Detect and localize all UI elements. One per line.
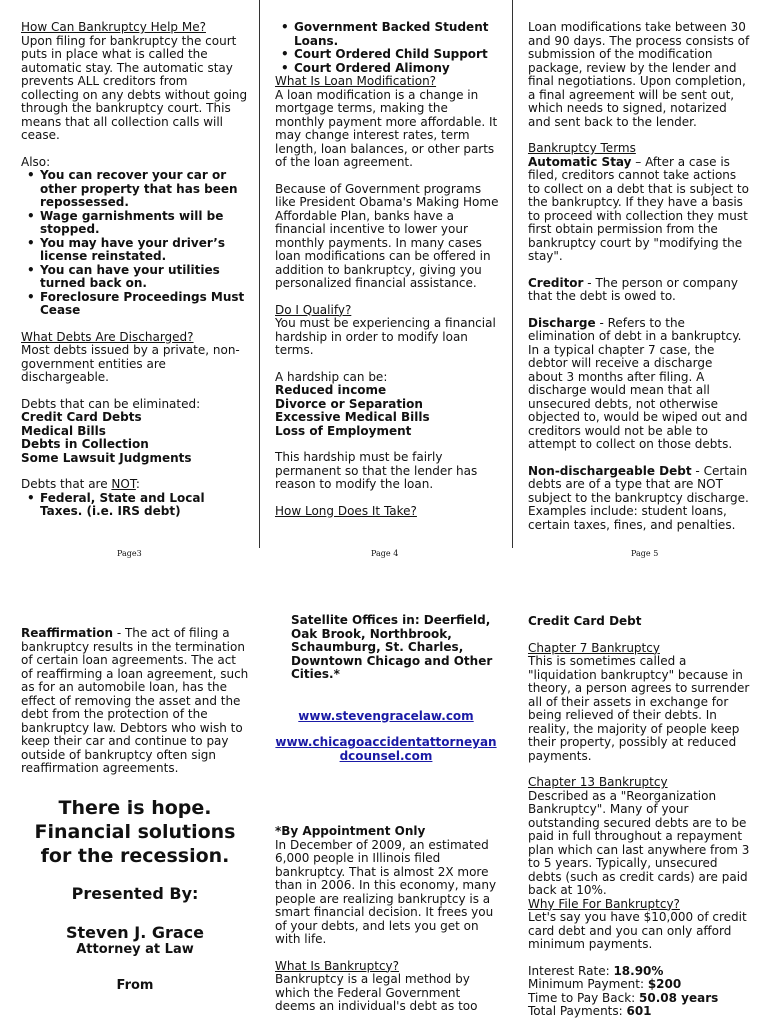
stat-label: Total Payments: (528, 1004, 627, 1018)
stat-row (528, 978, 750, 992)
stat-label: Interest Rate: (528, 963, 614, 978)
paragraph: Most debts issued by a private, non-government entities are dischargeable. (21, 343, 240, 384)
not-dischargeable-list-cont (275, 21, 501, 75)
paragraph: You must be experiencing a financial hardship in order to modify loan terms. (275, 316, 496, 357)
stat-label: Time to Pay Back: (528, 990, 639, 1005)
term-separator: - (583, 275, 596, 290)
list-item: • You can recover your car or other property that has been repossessed. (21, 169, 249, 210)
page-3-panel (21, 21, 249, 519)
definition: The person or company that the debt is owed to. (528, 275, 738, 303)
list-item: • You may have your driver’s license reinstated. (21, 237, 249, 264)
term-definition (21, 627, 249, 776)
stat-label: Minimum Payment: (528, 977, 648, 991)
term-separator: – (631, 154, 646, 169)
debt-item: Some Lawsuit Judgments (21, 450, 192, 465)
back-panel-1 (21, 627, 249, 994)
hardship-item: Excessive Medical Bills (275, 410, 430, 424)
paragraph: Let's say you have $10,000 of credit card debt and you can only afford minimum payments. (528, 910, 747, 951)
section-heading: Do I Qualify? (275, 302, 352, 317)
list-item: • Wage garnishments will be stopped. (21, 210, 249, 237)
list-item: • Government Backed Student Loans. (275, 21, 501, 48)
text-fragment: NOT (111, 477, 136, 491)
section-heading: What Is Loan Modification? (275, 74, 437, 88)
panel-title: Credit Card Debt (528, 614, 642, 628)
attorney-title: Attorney at Law (76, 941, 194, 957)
column-divider-2 (512, 0, 513, 548)
paragraph: This is sometimes called a "liquidation bankruptcy" because in theory, a person agrees to surrender all of their assets in exchange for being relieved of their debts. In reality, the majority of people keep their property, possibly at reduced payments. (528, 654, 750, 763)
website-link[interactable]: www.stevengracelaw.com (298, 708, 474, 723)
tagline: There is hope. Financial solutions for the recession. (34, 796, 236, 867)
section-heading: How Long Does It Take? (275, 503, 417, 518)
list-item: • You can have your utilities turned back on. (21, 264, 249, 291)
term: Discharge (528, 315, 596, 330)
column-divider-1 (259, 0, 260, 548)
list-item: • Court Ordered Child Support (275, 48, 501, 62)
paragraph: Bankruptcy is a legal method by which the Federal Government deems an individual's debt as too (275, 972, 478, 1013)
term-separator: - (691, 463, 704, 478)
paragraph: Described as a "Reorganization Bankruptcy". Many of your outstanding secured debts are to be paid in full throughout a repayment plan which can last anywhere from 3 to 5 years. Typically, unsecured debts (such as credit cards) are paid back at 10%. (528, 788, 750, 897)
term-definition (528, 156, 750, 264)
paragraph: A hardship can be: (275, 369, 388, 384)
page-4-panel (275, 21, 501, 518)
attorney-name: Steven J. Grace (65, 922, 205, 942)
stat-row (528, 992, 750, 1006)
satellite-offices: Satellite Offices in: Deerfield, Oak Brook, Northbrook, Schaumburg, St. Charles, Downtown Chicago and Other Cities.* (291, 613, 493, 681)
paragraph (21, 478, 249, 492)
page-5-panel (528, 21, 750, 532)
list-item: • Federal, State and Local Taxes. (i.e. IRS debt) (21, 492, 249, 519)
hardship-item: Loss of Employment (275, 423, 412, 438)
hardship-item: Reduced income (275, 383, 387, 397)
term: Non-dischargeable Debt (528, 463, 692, 478)
presented-by: Presented By: (71, 883, 199, 903)
section-heading: Chapter 7 Bankruptcy (528, 640, 660, 655)
back-panel-2 (275, 614, 497, 1014)
list-item: • Court Ordered Alimony (275, 62, 501, 76)
section-heading: Why File For Bankruptcy? (528, 896, 680, 911)
term: Creditor (528, 275, 584, 290)
definition: Refers to the elimination of debt in a bankruptcy. In a typical chapter 7 case, the debtor will receive a discharge about 3 months after filing. A discharge would mean that all unsecured debts, not otherwise objected to, would be wiped out and creditors would not be able to attempt to collect on those debts. (528, 315, 748, 451)
term: Automatic Stay (528, 154, 632, 169)
stat-value: 18.90% (613, 963, 664, 978)
paragraph: Debts that can be eliminated: (21, 396, 201, 411)
paragraph: Because of Government programs like President Obama's Making Home Affordable Plan, banks have a financial incentive to lower your monthly payments. In many cases loan modifications can be offered in addition to bankruptcy, giving you personalized financial assistance. (275, 181, 499, 290)
term-definition (528, 317, 750, 452)
hardship-item: Divorce or Separation (275, 396, 423, 411)
debt-item: Medical Bills (21, 423, 106, 438)
paragraph: This hardship must be fairly permanent so that the lender has reason to modify the loan. (275, 450, 478, 491)
section-heading: What Is Bankruptcy? (275, 958, 400, 973)
page-number: Page 5 (631, 549, 659, 558)
section-heading: Bankruptcy Terms (528, 141, 636, 155)
term: Reaffirmation (21, 626, 114, 640)
stat-value: $200 (647, 977, 682, 991)
from-label: From (116, 977, 154, 993)
paragraph: A loan modification is a change in mortgage terms, making the monthly payment more affordable. It may change interest rates, term length, loan balances, or other parts of the loan agreement. (275, 87, 498, 169)
paragraph: In December of 2009, an estimated 6,000 people in Illinois filed bankruptcy. That is almost 2X more than in 2006. In this economy, many people are realizing bankruptcy is a smart financial decision. It frees you of your debts, and lets you get on with life. (275, 837, 497, 946)
text-fragment: : (135, 477, 140, 491)
debt-item: Debts in Collection (21, 437, 149, 451)
term-definition (528, 277, 750, 304)
paragraph: Upon filing for bankruptcy the court puts in place what is called the automatic stay. The automatic stay prevents ALL creditors from collecting on any debts without going through the bankruptcy court. This means that all collection calls will cease. (21, 33, 248, 142)
text-fragment: Debts that are (21, 477, 112, 491)
back-panel-3 (528, 615, 750, 1019)
website-link[interactable]: www.chicagoaccidentattorneyandcounsel.com (275, 735, 497, 763)
debt-item: Credit Card Debts (21, 410, 142, 424)
term-separator: - (595, 315, 608, 330)
term-definition (528, 465, 750, 533)
section-heading: How Can Bankruptcy Help Me? (21, 20, 206, 34)
paragraph: Loan modifications take between 30 and 90 days. The process consists of submission of the modification package, review by the lender and final negotiations. Upon completion, a final agreement will be sent out, which needs to signed, notarized and sent back to the lender. (528, 20, 750, 129)
section-heading: Chapter 13 Bankruptcy (528, 775, 668, 789)
list-item: • Foreclosure Proceedings Must Cease (21, 291, 249, 318)
definition: - The act of filing a bankruptcy results in the termination of certain loan agreements. The act of reaffirming a loan agreement, such as for an automobile loan, has the effect of removing the asset and the debt from the protection of the bankruptcy law. Debtors who wish to keep their car and continue to pay outside of bankruptcy often sign reaffirmation agreements. (21, 626, 249, 775)
appointment-note: *By Appointment Only (275, 824, 426, 838)
stat-row (528, 965, 750, 979)
definition: Certain debts are of a type that are NOT subject to the bankruptcy discharge. Examples include: student loans, certain taxes, fines, and penalties. (528, 463, 749, 532)
stat-row (528, 1005, 750, 1019)
benefits-list (21, 169, 249, 318)
page-number: Page3 (117, 549, 142, 558)
paragraph: Also: (21, 154, 51, 169)
stat-value: 601 (626, 1004, 652, 1018)
section-heading: What Debts Are Discharged? (21, 329, 194, 344)
definition: After a case is filed, creditors cannot take actions to collect on a debt that is subject to the bankruptcy. If they have a basis to proceed with collection they must first obtain permission from the bankruptcy court by "modifying the stay". (528, 154, 749, 263)
page-number: Page 4 (371, 549, 399, 558)
stat-value: 50.08 years (639, 990, 719, 1005)
not-dischargeable-list (21, 492, 249, 519)
